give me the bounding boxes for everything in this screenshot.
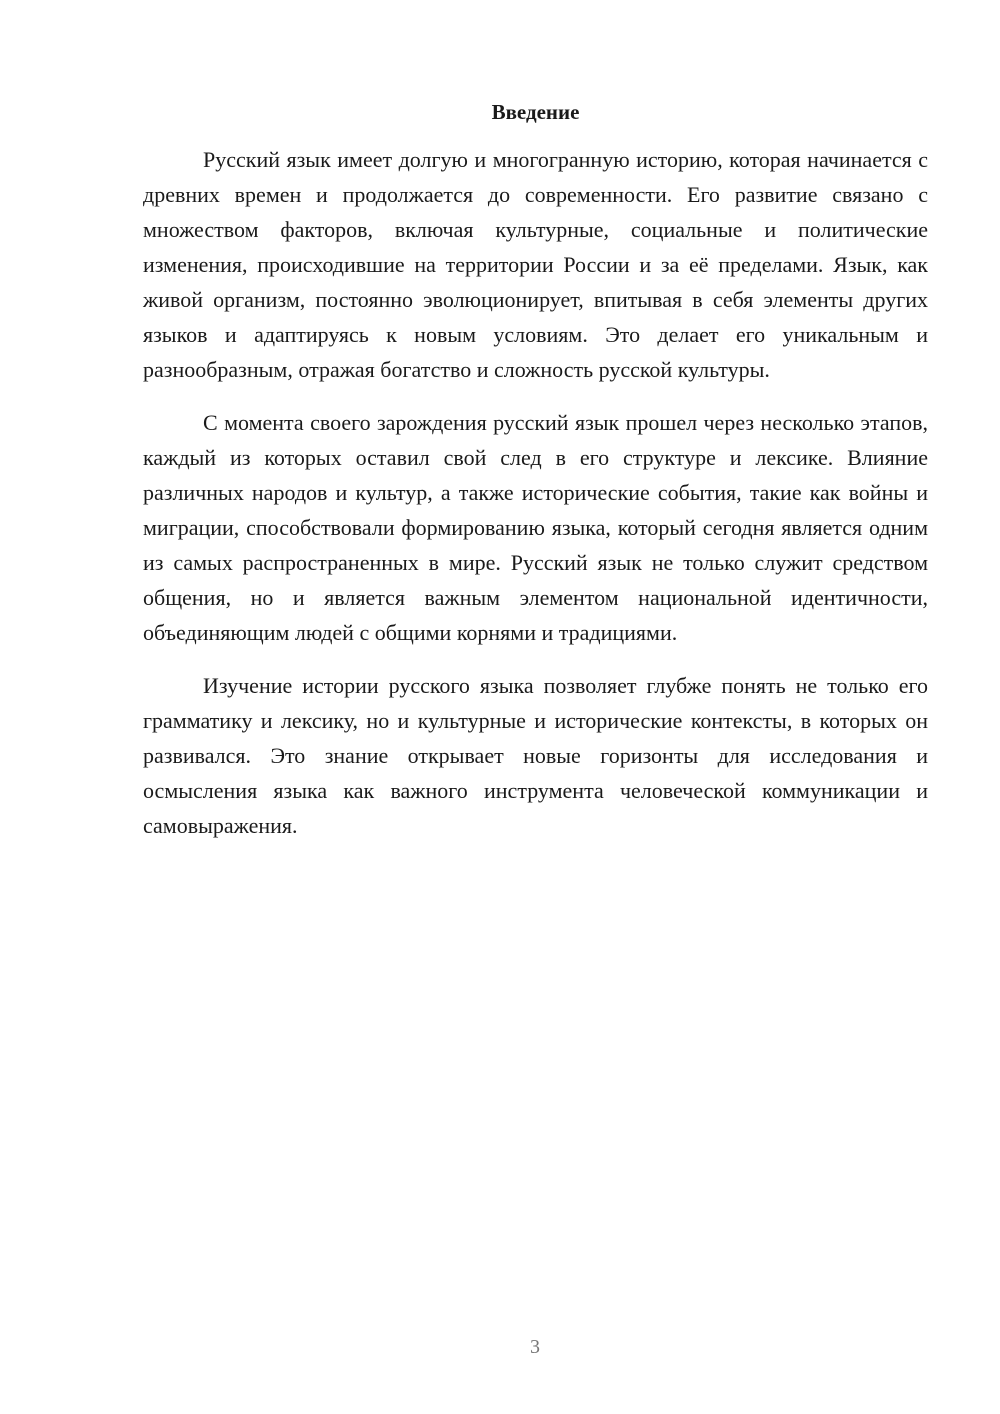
- body-text: [143, 142, 928, 861]
- paragraph-history: С момента своего зарождения русский язык прошел через несколько этапов, каждый из которых оставил свой след в его структуре и лексике. Влияние различных народов и культур, а также исторические события, такие как войны и миграции, способствовали формированию языка, который сегодня является одним из самых распространенных в мире. Русский язык не только служит средством общения, но и является важным элементом национальной идентичности, объединяющим людей с общими корнями и традициями.: [143, 410, 928, 645]
- section-heading: Введение: [491, 100, 580, 124]
- paragraph-intro: Русский язык имеет долгую и многогранную историю, которая начинается с древних времен и продолжается до современности. Его развитие связано с множеством факторов, включая культурные, социальные и политические изменения, происходившие на территории России и за её пределами. Язык, как живой организм, постоянно эволюционирует, впитывая в себя элементы других языков и адаптируясь к новым условиям. Это делает его уникальным и разнообразным, отражая богатство и сложность русской культуры.: [143, 147, 928, 382]
- paragraph-study: Изучение истории русского языка позволяет глубже понять не только его грамматику и лексику, но и культурные и исторические контексты, в которых он развивался. Это знание открывает новые горизонты для исследования и осмысления языка как важного инструмента человеческой коммуникации и самовыражения.: [143, 673, 928, 838]
- page-number: 3: [530, 1336, 540, 1358]
